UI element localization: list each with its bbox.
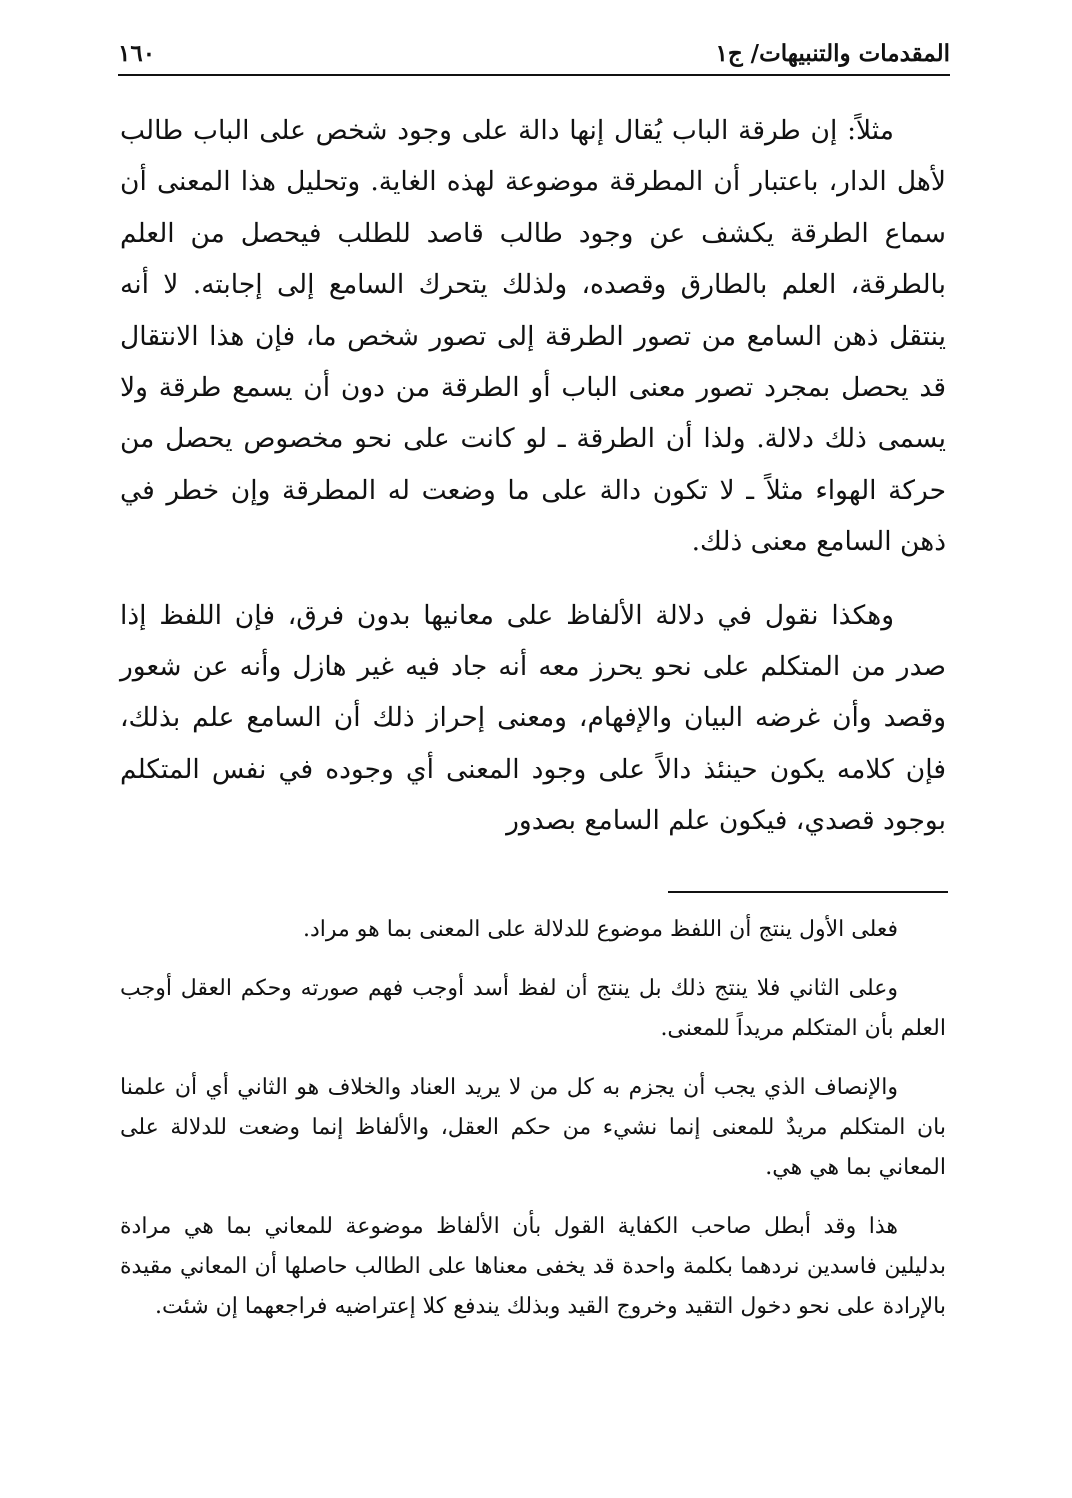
body-paragraph: مثلاً: إن طرقة الباب يُقال إنها دالة على وجود شخص على الباب طالب لأهل الدار، باعتبار أن المطرقة موضوعة لهذه الغاية. وتحليل هذا المعنى أن سماع الطرقة يكشف عن وجود طالب قاصد للطلب فيحصل من العلم بالطرقة، العلم بالطارق وقصده، ولذلك يتحرك السامع إلى إجابته. لا أنه ينتقل ذهن السامع من تصور الطرقة إلى تصور شخص ما، فإن هذا الانتقال قد يحصل بمجرد تصور معنى الباب أو الطرقة من دون أن يسمع طرقة ولا يسمى ذلك دلالة. ولذا أن الطرقة ـ لو كانت على نحو مخصوص يحصل من حركة الهواء مثلاً ـ لا تكون دالة على ما وضعت له المطرقة وإن خطر في ذهن السامع معنى ذلك. <box>120 115 946 558</box>
footnote-separator <box>668 891 948 893</box>
main-body-text <box>120 105 946 847</box>
footnote-paragraph: والإنصاف الذي يجب أن يجزم به كل من لا يريد العناد والخلاف هو الثاني أي أن علمنا بان المتكلم مريدٌ للمعنى إنما نشيء من حكم العقل، والألفاظ إنما وضعت للدلالة على المعاني بما هي هي. <box>120 1075 946 1180</box>
running-header <box>118 38 950 76</box>
footnote-paragraph: هذا وقد أبطل صاحب الكفاية القول بأن الألفاظ موضوعة للمعاني بما هي مرادة بدليلين فاسدين نردهما بكلمة واحدة قد يخفى معناها على الطالب حاصلها أن المعاني مقيدة بالإرادة على نحو دخول التقيد وخروج القيد وبذلك يندفع كلا إعتراضيه فراجعهما إن شئت. <box>120 1214 946 1319</box>
page-number: ١٦٠ <box>118 40 156 67</box>
running-title: المقدمات والتنبيهات/ ج١ <box>715 40 950 67</box>
body-paragraph: وهكذا نقول في دلالة الألفاظ على معانيها بدون فرق، فإن اللفظ إذا صدر من المتكلم على نحو يحرز معه أنه جاد فيه غير هازل وأنه عن شعور وقصد وأن غرضه البيان والإفهام، ومعنى إحراز ذلك أن السامع علم بذلك، فإن كلامه يكون حينئذ دالاً على وجود المعنى أي وجوده في نفس المتكلم بوجود قصدي، فيكون علم السامع بصدور <box>120 599 946 837</box>
footnotes <box>120 910 946 1346</box>
footnote-paragraph: وعلى الثاني فلا ينتج ذلك بل ينتج أن لفظ أسد أوجب فهم صورته وحكم العقل أوجب العلم بأن المتكلم مريداً للمعنى. <box>120 976 946 1041</box>
footnote-paragraph: فعلى الأول ينتج أن اللفظ موضوع للدلالة على المعنى بما هو مراد. <box>302 917 898 942</box>
